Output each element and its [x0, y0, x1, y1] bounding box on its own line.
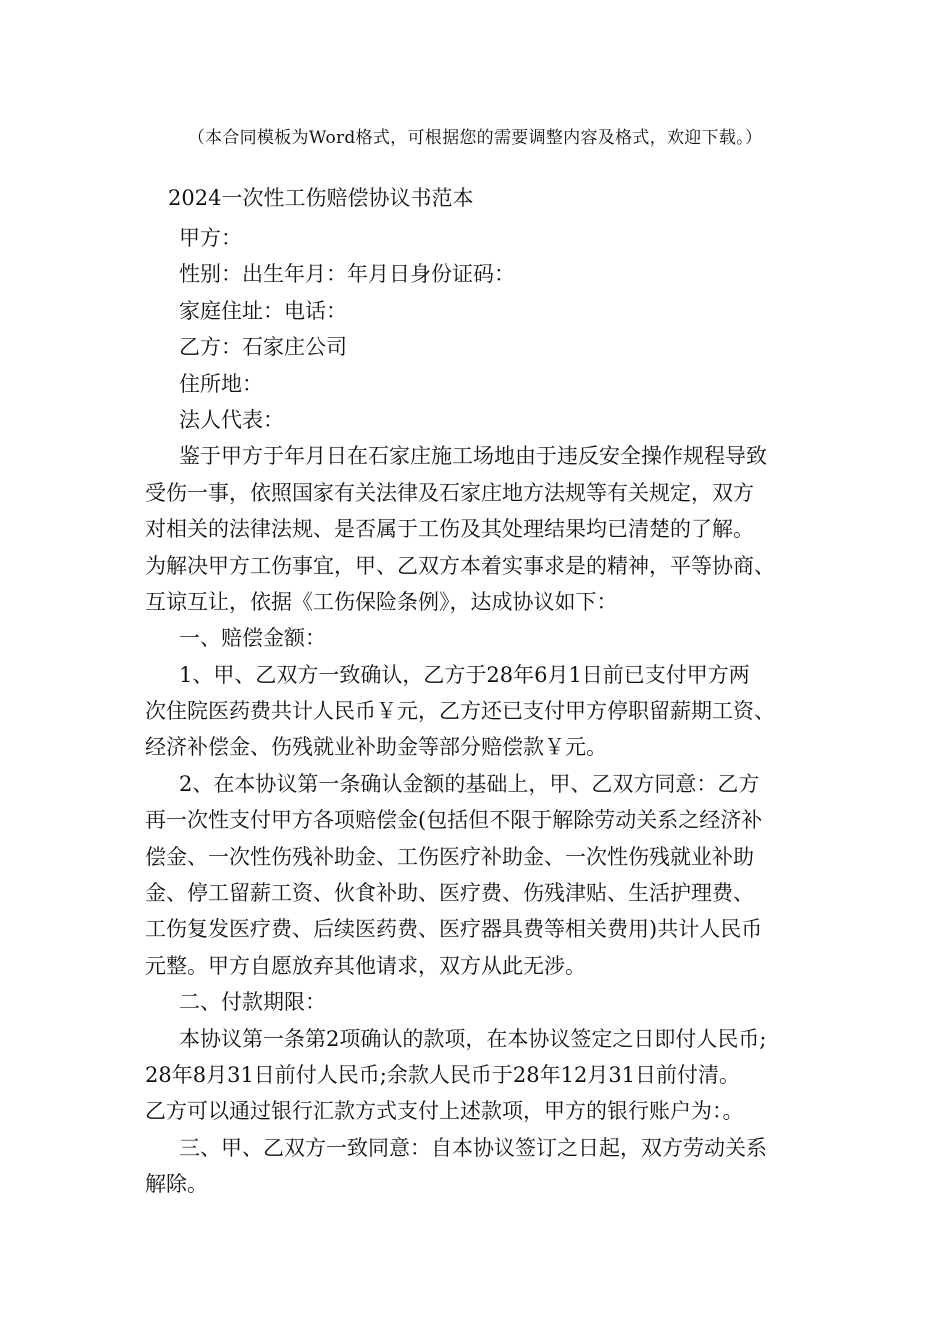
body-line: 互谅互让，依据《工伤保险条例》，达成协议如下：	[145, 589, 618, 614]
document-body	[145, 220, 813, 1203]
body-line: 2、在本协议第一条确认金额的基础上，甲、乙双方同意：乙方	[179, 771, 760, 796]
body-line: 金、停工留薪工资、伙食补助、医疗费、伤残津贴、生活护理费、	[145, 881, 754, 906]
body-line: 法人代表：	[179, 407, 284, 432]
body-line: 工伤复发医疗费、后续医药费、医疗器具费等相关费用)共计人民币	[145, 917, 763, 942]
document-title: 2024一次性工伤赔偿协议书范本	[168, 186, 474, 210]
body-line: 本协议第一条第2项确认的款项，在本协议签定之日即付人民币;	[179, 1026, 767, 1051]
template-notice: （本合同模板为Word格式，可根据您的需要调整内容及格式，欢迎下载。）	[187, 128, 763, 148]
body-line: 偿金、一次性伤残补助金、工伤医疗补助金、一次性伤残就业补助	[145, 844, 754, 869]
body-line: 二、付款期限：	[179, 990, 326, 1015]
body-line: 一、赔偿金额：	[179, 626, 326, 651]
body-line: 解除。	[145, 1172, 208, 1197]
body-line: 乙方可以通过银行汇款方式支付上述款项，甲方的银行账户为：。	[145, 1099, 744, 1124]
body-line: 住所地：	[179, 371, 263, 396]
body-line: 家庭住址：电话：	[179, 298, 347, 323]
body-line: 为解决甲方工伤事宜，甲、乙双方本着实事求是的精神，平等协商、	[145, 553, 775, 578]
body-line: 甲方：	[179, 226, 242, 250]
body-line: 元整。甲方自愿放弃其他请求，双方从此无涉。	[145, 953, 586, 978]
body-line: 对相关的法律法规、是否属于工伤及其处理结果均已清楚的了解。	[145, 517, 754, 542]
body-line: 鉴于甲方于年月日在石家庄施工场地由于违反安全操作规程导致	[179, 444, 767, 469]
body-line: 乙方：石家庄公司	[179, 335, 347, 360]
body-line: 次住院医药费共计人民币￥元，乙方还已支付甲方停职留薪期工资、	[145, 699, 775, 724]
body-line: 28年8月31日前付人民币;余款人民币于28年12月31日前付清。	[145, 1062, 741, 1087]
body-line: 性别：出生年月：年月日身份证码：	[179, 262, 515, 287]
body-line: 经济补偿金、伤残就业补助金等部分赔偿款￥元。	[145, 735, 607, 760]
body-line: 三、甲、乙双方一致同意：自本协议签订之日起，双方劳动关系	[179, 1135, 767, 1160]
body-line: 受伤一事，依照国家有关法律及石家庄地方法规等有关规定，双方	[145, 480, 754, 505]
body-line: 1、甲、乙双方一致确认，乙方于28年6月1日前已支付甲方两	[179, 662, 750, 687]
body-line: 再一次性支付甲方各项赔偿金(包括但不限于解除劳动关系之经济补	[145, 808, 763, 833]
